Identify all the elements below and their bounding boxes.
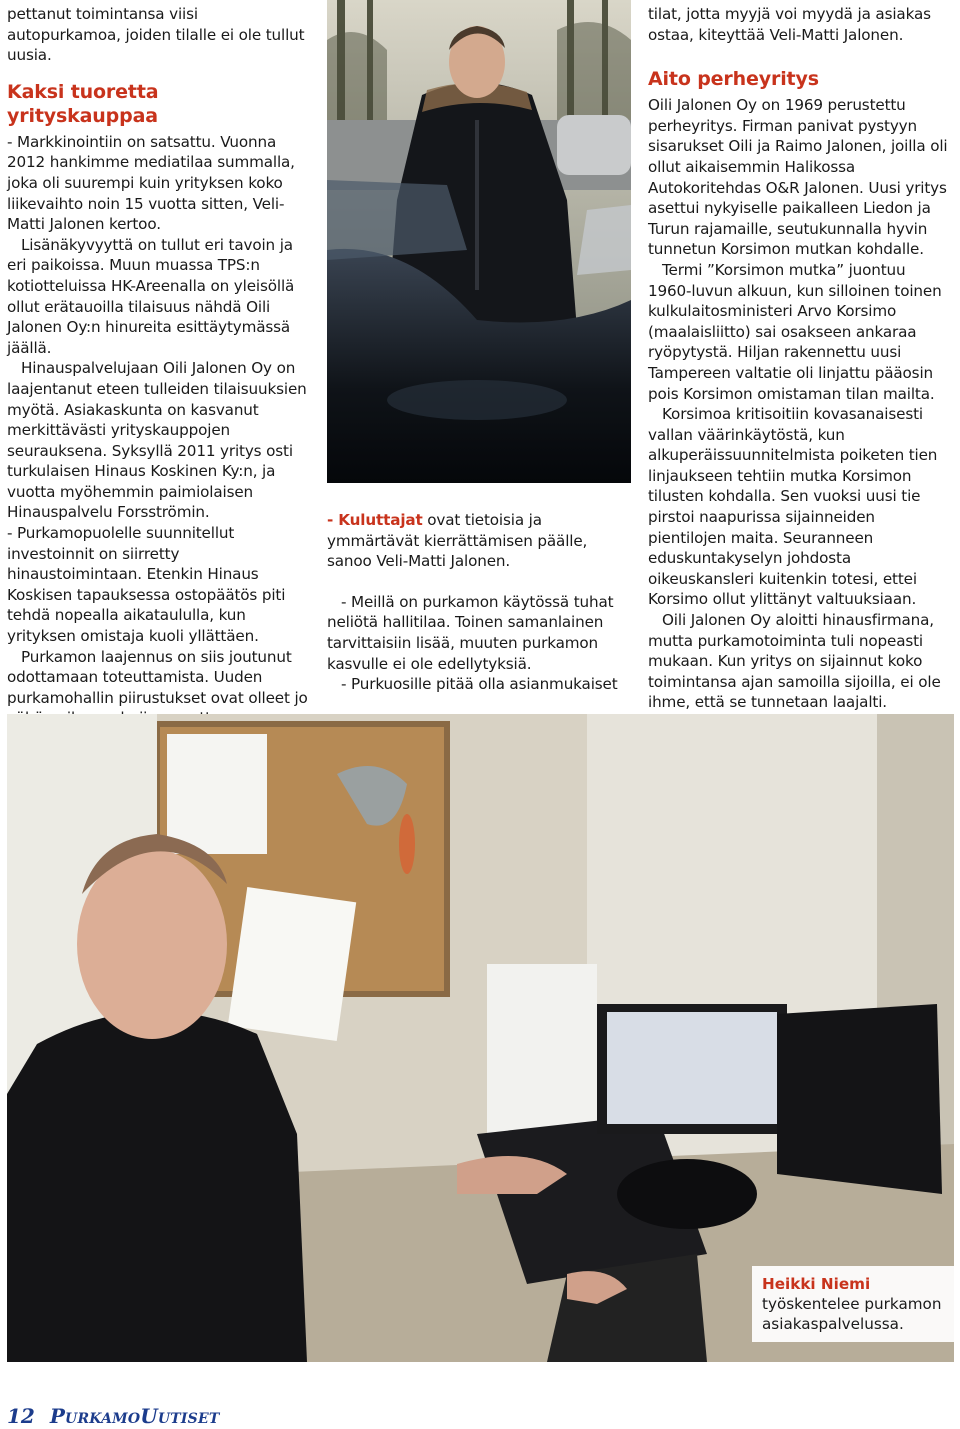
magazine-brand: PurkamoUutiset bbox=[49, 1404, 220, 1428]
paragraph: - Meillä on purkamon käytössä tuhat neliötä hallitilaa. Toinen samanlainen tarvittaisiin lisää, muuten purkamon kasvulle ei ole edellytyksiä. bbox=[327, 592, 614, 673]
caption-text: työskentelee purkamon asiakaspalvelussa. bbox=[762, 1295, 942, 1333]
caption-text: ovat tietoisia ja ymmärtävät kierrättämisen päälle, sanoo Veli-Matti Jalonen. bbox=[327, 511, 588, 571]
photo-caption bbox=[327, 510, 622, 572]
portrait-photo bbox=[327, 0, 631, 483]
article-column-1 bbox=[7, 4, 310, 770]
paragraph: Purkamon laajennus on siis joutunut odottamaan toteuttamista. Uuden purkamohallin piirustukset ovat olleet jo bbox=[7, 647, 308, 707]
paragraph: Oili Jalonen Oy aloitti hinausfirmana, mutta purkamotoiminta tuli nopeasti mukaan. Kun yritys on sijainnut koko toimintansa ajan samoilla sijoilla, ei ole ihme, että se tunnetaan laajalti. bbox=[648, 611, 941, 712]
paragraph: Oili Jalonen Oy on 1969 perustettu perheyritys. Firman panivat pystyyn sisarukset Oili ja Raimo Jalonen, joilla oli ollut aikaisemmin Halikossa Autokoritehdas O&R Jalonen. Uusi yritys asettui nykyiselle paikalleen Liedon ja Turun rajamaille, seutukunnalla hyvin tunnetun Korsimon mutkan kohdalle. bbox=[648, 96, 948, 259]
paragraph: tilat, jotta myyjä voi myydä ja asiakas ostaa, kiteyttää Veli-Matti Jalonen. bbox=[648, 5, 931, 44]
page-number: 12 bbox=[7, 1404, 35, 1428]
paragraph: - Purkuosille pitää olla asianmukaiset bbox=[341, 675, 618, 694]
caption-lead: Heikki Niemi bbox=[762, 1275, 871, 1293]
paragraph: Korsimoa kritisoitiin kovasanaisesti vallan väärinkäytöstä, kun alkuperäissuunnitelmista poiketen tien linjaukseen tehtiin mutka Korsimon tilusten kohdalla. Sen vuoksi uusi tie pirstoi naapurissa sijainneiden pientilojen maita. Seuranneen eduskuntakyselyn johdosta oikeuskansleri kuitenkin totesi, ettei Korsimo ollut ylittänyt valtuuksiaan. bbox=[648, 405, 938, 609]
page-footer bbox=[7, 1404, 219, 1428]
article-column-2 bbox=[327, 510, 622, 695]
paragraph: pettanut toimintansa viisi autopurkamoa, joiden tilalle ei ole tullut uusia. bbox=[7, 5, 305, 65]
paragraph: - Markkinointiin on satsattu. Vuonna 2012 hankimme mediatilaa summalla, joka oli suurempi kuin yrityksen koko liikevaihto noin 15 vuotta sitten, Veli-Matti Jalonen kertoo. bbox=[7, 132, 295, 234]
paragraph: Termi ”Korsimon mutka” juontuu 1960-luvun alkuun, kun silloinen toinen kulkulaitosministeri Arvo Korsimo (maalaisliitto) sai osakseen ankaraa ryöpytystä. Hiljan rakennettu uusi Tampereen valtatie oli linjattu pääosin pois Korsimon omistaman tilan mailta. bbox=[648, 260, 942, 403]
caption-lead: - Kuluttajat bbox=[327, 511, 423, 529]
section-heading: Kaksi tuoretta yrityskauppaa bbox=[7, 80, 159, 127]
office-photo-illustration bbox=[7, 714, 954, 1362]
paragraph: Hinauspalvelujaan Oili Jalonen Oy on laajentanut eteen tulleiden tilaisuuksien myötä. Asiakaskunta on kasvanut merkittävästi yrityskauppojen seurauksena. Syksyllä 2011 yritys osti turkulaisen Hinaus Koskinen Ky:n, ja vuotta myöhemmin paimiolaisen Hinauspalvelu Forsströmin. bbox=[7, 359, 307, 522]
portrait-photo-illustration bbox=[327, 0, 631, 483]
article-column-3 bbox=[648, 4, 953, 713]
section-heading: Aito perheyritys bbox=[648, 68, 819, 91]
paragraph: - Purkamopuolelle suunnitellut investoinnit on siirretty hinaustoimintaan. Etenkin Hinaus Koskisen tapauksessa ostopäätös piti tehdä nopealla aikataululla, kun yrityksen omistaja kuoli yllättäen. bbox=[7, 524, 286, 646]
office-photo bbox=[7, 714, 954, 1362]
paragraph: Lisänäkyvyyttä on tullut eri tavoin ja eri paikoissa. Muun muassa TPS:n kotiotteluissa HK-Areenalla on yleisöllä ollut erätauoilla tilaisuus nähdä Oili Jalonen Oy:n hinureita esittäytymässä jäällä. bbox=[7, 235, 295, 357]
photo-caption-box bbox=[752, 1266, 954, 1342]
